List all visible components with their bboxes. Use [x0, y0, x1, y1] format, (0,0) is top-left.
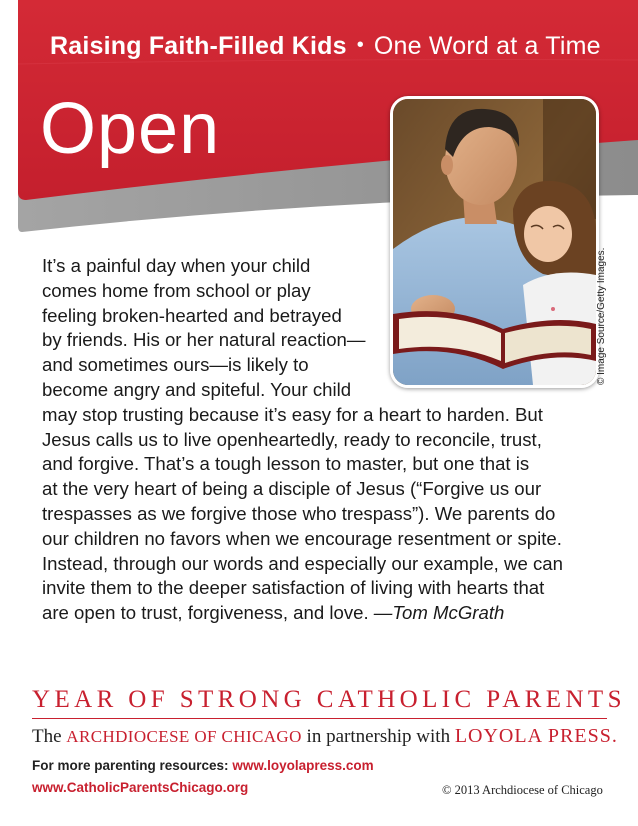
body-line: by friends. His or her natural reaction—: [42, 329, 366, 351]
resources-line: [32, 758, 374, 773]
series-subtitle: One Word at a Time: [373, 32, 601, 60]
body-line: feeling broken-hearted and betrayed: [42, 304, 342, 326]
body-line: invite them to the deeper satisfaction of living with hearts that: [42, 577, 545, 599]
partnership-line: [32, 725, 618, 748]
campaign-title: YEAR OF STRONG CATHOLIC PARENTS: [32, 686, 626, 713]
body-line-last: [42, 601, 602, 626]
partnership-text: in partnership with: [306, 726, 451, 747]
body-line: become angry and spiteful. Your child: [42, 378, 352, 400]
copyright-notice: © 2013 Archdiocese of Chicago: [442, 783, 603, 797]
loyola-press-logo: LOYOLA PRESS.: [454, 725, 618, 747]
body-line: comes home from school or play: [42, 279, 311, 301]
body-line: may stop trusting because it’s easy for a heart to harden. But: [42, 403, 543, 425]
series-title-main: Raising Faith-Filled Kids: [50, 32, 347, 60]
body-line: Instead, through our words and especially our example, we can: [42, 552, 563, 574]
body-line: Jesus calls us to live openheartedly, ready to reconcile, trust,: [42, 428, 542, 450]
body-line: and sometimes ours—is likely to: [42, 354, 309, 376]
body-line: trespasses as we forgive those who trespass”). We parents do: [42, 502, 556, 524]
partner-the: The: [32, 726, 62, 747]
body-line: It’s a painful day when your child: [42, 255, 311, 276]
author-signature: —Tom McGrath: [373, 602, 505, 624]
footer-divider: [32, 718, 607, 719]
body-line: our children no favors when we encourage resentment or spite.: [42, 527, 562, 549]
series-title: [50, 32, 601, 61]
title-separator: •: [356, 34, 364, 56]
resources-label: For more parenting resources:: [32, 758, 229, 773]
photo-credit: © Image Source/Getty Images.: [596, 247, 607, 385]
body-line: at the very heart of being a disciple of Jesus (“Forgive us our: [42, 478, 542, 500]
body-paragraph: [42, 254, 602, 626]
featured-word: Open: [40, 89, 221, 169]
loyola-press-link[interactable]: www.loyolapress.com: [232, 758, 374, 773]
body-line: and forgive. That’s a tough lesson to master, but one that is: [42, 453, 530, 475]
catholic-parents-chicago-link[interactable]: www.CatholicParentsChicago.org: [32, 780, 249, 795]
archdiocese-name: ARCHDIOCESE OF CHICAGO: [66, 727, 302, 746]
body-line-text: are open to trust, forgiveness, and love.: [42, 602, 374, 624]
